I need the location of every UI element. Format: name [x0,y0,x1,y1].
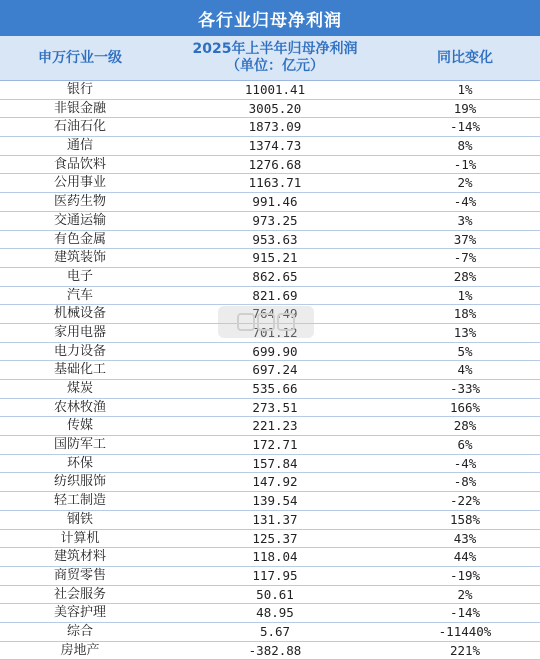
table-row [0,174,540,193]
industry-name: 家用电器 [53,324,106,340]
net-profit-value: 953.63 [252,231,298,247]
yoy-change-value: 19% [453,100,477,116]
industry-name: 有色金属 [53,231,106,247]
yoy-change-value: 3% [457,212,473,228]
yoy-change-value: -19% [449,567,481,583]
industry-name: 基础化工 [53,362,106,378]
table-row [0,623,540,642]
table-row [0,436,540,455]
industry-name: 通信 [66,138,93,154]
industry-name: 公用事业 [53,175,106,191]
industry-name: 银行 [66,82,93,97]
industry-name: 电子 [66,268,93,284]
industry-name: 传媒 [66,418,93,434]
yoy-change-value: 1% [457,287,473,303]
industry-name: 建筑装饰 [53,250,106,266]
net-profit-value: 50.61 [256,586,294,602]
table-row [0,492,540,511]
yoy-change-value: -33% [449,381,481,396]
net-profit-value: 973.25 [252,212,298,228]
header-change [390,36,540,80]
industry-name: 商贸零售 [53,567,106,583]
net-profit-value: 915.21 [252,250,298,266]
yoy-change-value: 5% [457,343,473,359]
yoy-change-value: 4% [457,362,473,378]
industry-name: 医药生物 [53,194,106,210]
net-profit-value: -382.88 [248,642,302,658]
industry-name: 石油石化 [53,119,106,135]
net-profit-value: 862.65 [252,268,298,284]
yoy-change-value: 13% [453,324,477,340]
industry-name: 钢铁 [66,511,93,527]
net-profit-value: 1873.09 [248,119,302,135]
table-row [0,455,540,474]
net-profit-value: 1163.71 [248,175,302,191]
table-row [0,586,540,605]
header-profit-line1: 2025年上半年归母净利润 [192,41,358,57]
industry-name: 美容护理 [53,605,106,621]
table-row [0,249,540,268]
net-profit-value: 3005.20 [248,100,302,116]
industry-name: 建筑材料 [53,549,106,565]
net-profit-value: 118.04 [252,549,298,565]
yoy-change-value: -14% [449,605,481,621]
yoy-change-value: 166% [449,399,481,415]
yoy-change-value: 221% [449,642,481,658]
table-row [0,118,540,137]
yoy-change-value: 44% [453,549,477,565]
net-profit-value: 991.46 [252,194,298,210]
table-row [0,212,540,231]
table-row [0,548,540,567]
table-row [0,81,540,100]
table-body [0,81,540,660]
table-row [0,100,540,119]
table-row [0,343,540,362]
industry-name: 国防军工 [53,437,106,453]
net-profit-value: 125.37 [252,530,298,546]
net-profit-value: 117.95 [252,567,298,583]
yoy-change-value: -1% [453,156,477,172]
table-row [0,567,540,586]
yoy-change-value: -8% [453,474,477,490]
yoy-change-value: 28% [453,418,477,434]
industry-name: 纺织服饰 [53,474,106,490]
yoy-change-value: 37% [453,231,477,247]
industry-name: 房地产 [60,642,100,658]
table-row [0,156,540,175]
industry-name: 综合 [66,623,93,639]
table-row [0,642,540,660]
net-profit-value: 48.95 [256,605,294,621]
net-profit-value: 157.84 [252,455,298,471]
yoy-change-value: 43% [453,530,477,546]
header-profit-line2: （单位：亿元） [226,58,324,74]
table-title: 各行业归母净利润 [0,0,540,36]
table-row [0,399,540,418]
yoy-change-value: -4% [453,194,477,210]
industry-name: 非银金融 [53,100,106,116]
table-row [0,380,540,399]
net-profit-value: 147.92 [252,474,298,490]
net-profit-value: 172.71 [252,437,298,453]
table-row [0,530,540,549]
table-row [0,193,540,212]
industry-name: 社会服务 [53,586,106,602]
industry-name: 轻工制造 [53,493,106,509]
table-row [0,604,540,623]
yoy-change-value: -11440% [438,623,492,639]
table-row [0,231,540,250]
yoy-change-value: 2% [457,175,473,191]
net-profit-value: 701.12 [252,324,298,340]
yoy-change-value: 2% [457,586,473,602]
watermark-logo-icon [218,306,314,338]
net-profit-value: 535.66 [252,381,298,396]
net-profit-value: 221.23 [252,418,298,434]
table-row [0,511,540,530]
yoy-change-value: 6% [457,437,473,453]
net-profit-value: 1276.68 [248,156,302,172]
net-profit-value: 11001.41 [244,82,306,97]
industry-name: 机械设备 [53,306,106,322]
header-profit [160,36,390,80]
net-profit-value: 764.49 [252,306,298,322]
industry-name: 交通运输 [53,212,106,228]
industry-name: 煤炭 [66,381,93,396]
table-row [0,268,540,287]
industry-name: 汽车 [66,287,93,303]
table-row [0,287,540,306]
yoy-change-value: -14% [449,119,481,135]
table-row [0,473,540,492]
header-industry-label: 申万行业一级 [38,49,122,66]
industry-name: 电力设备 [53,343,106,359]
industry-name: 食品饮料 [53,156,106,172]
yoy-change-value: 1% [457,82,473,97]
header-industry [0,36,160,80]
table-row [0,137,540,156]
net-profit-value: 1374.73 [248,138,302,154]
net-profit-value: 5.67 [259,623,291,639]
industry-name: 环保 [66,455,93,471]
net-profit-value: 697.24 [252,362,298,378]
table-row [0,361,540,380]
net-profit-value: 273.51 [252,399,298,415]
yoy-change-value: -4% [453,455,477,471]
yoy-change-value: -7% [453,250,477,266]
industry-name: 农林牧渔 [53,399,106,415]
yoy-change-value: 18% [453,306,477,322]
header-change-label: 同比变化 [437,49,493,66]
net-profit-value: 139.54 [252,493,298,509]
yoy-change-value: -22% [449,493,481,509]
yoy-change-value: 158% [449,511,481,527]
table-row [0,417,540,436]
net-profit-value: 699.90 [252,343,298,359]
yoy-change-value: 28% [453,268,477,284]
yoy-change-value: 8% [457,138,473,154]
industry-name: 计算机 [60,530,100,546]
table-header [0,36,540,81]
net-profit-value: 821.69 [252,287,298,303]
net-profit-value: 131.37 [252,511,298,527]
